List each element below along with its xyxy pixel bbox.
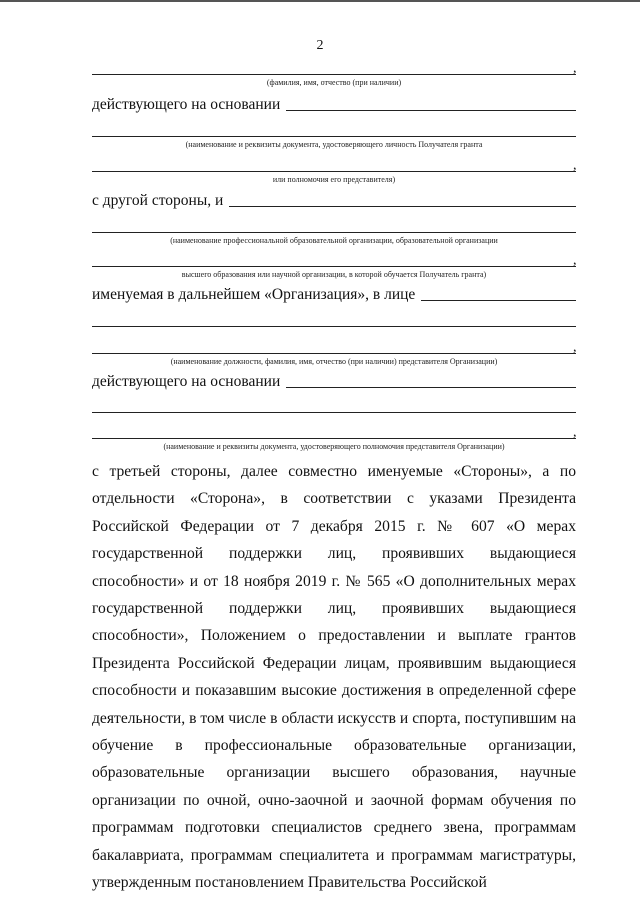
org-rep-blank-line-2	[92, 353, 576, 354]
org-rep-comma: ,	[573, 340, 577, 355]
other-side-row	[92, 192, 576, 210]
org-name-comma: ,	[573, 253, 577, 268]
org-name-blank-line-2	[92, 266, 576, 267]
rep-powers-blank-line	[92, 171, 576, 172]
org-powers-blank-line-1	[92, 412, 576, 413]
acting-basis-row-1	[92, 96, 576, 114]
org-name-caption-1: (наименование профессиональной образовательной организации, образовательной организации	[170, 236, 498, 245]
org-rep-caption: (наименование должности, фамилия, имя, отчество (при наличии) представителя Организации)	[170, 357, 498, 366]
identity-doc-caption: (наименование и реквизиты документа, удостоверяющего личность Получателя гранта	[185, 140, 483, 149]
hereinafter-org-blank	[421, 300, 576, 301]
fio-comma: ,	[573, 61, 577, 76]
rep-powers-comma: ,	[573, 158, 577, 173]
body-paragraph: с третьей стороны, далее совместно именуемые «Стороны», а по отдельности «Сторона», в соответствии с указами Президента Российской Федерации от 7 декабря 2015 г. № 607 «О мерах государственной поддержки лиц, проявивших выдающиеся способности» и от 18 ноября 2019 г. № 565 «О дополнительных мерах государственной поддержки лиц, проявивших выдающиеся способности», Положением о предоставлении и выплате грантов Президента Российской Федерации лицам, проявившим выдающиеся способности и показавшим высокие достижения в определенной сфере деятельности, в том числе в области искусств и спорта, поступившим на обучение в профессиональные образовательные организации, образовательные организации высшего образования, научные организации по очной, очно-заочной и заочной формам обучения по программам подготовки специалистов среднего звена, программам бакалавриата, программам специалитета и программам магистратуры, утвержденным постановлением Правительства Российской	[92, 463, 576, 892]
fio-blank-line	[92, 74, 576, 75]
acting-basis-row-2	[92, 373, 576, 391]
rep-powers-caption: или полномочия его представителя)	[272, 175, 396, 184]
org-name-blank-line-1	[92, 232, 576, 233]
acting-basis-label-2: действующего на основании	[92, 373, 281, 390]
fio-caption: (фамилия, имя, отчество (при наличии)	[266, 78, 402, 87]
org-powers-caption: (наименование и реквизиты документа, удостоверяющего полномочия представителя Организации)	[163, 442, 505, 451]
other-side-blank	[229, 206, 576, 207]
acting-basis-blank-2	[286, 387, 576, 388]
org-powers-blank-line-2	[92, 438, 576, 439]
hereinafter-org-row	[92, 286, 576, 304]
org-rep-blank-line-1	[92, 326, 576, 327]
page-number: 2	[316, 38, 324, 53]
org-name-caption-2: высшего образования или научной организации, в которой обучается Получатель гранта)	[181, 270, 487, 279]
identity-doc-blank-line	[92, 136, 576, 137]
org-powers-comma: ,	[573, 425, 577, 440]
top-border-line	[0, 0, 640, 2]
hereinafter-org-label: именуемая в дальнейшем «Организация», в лице	[92, 286, 416, 303]
acting-basis-label-1: действующего на основании	[92, 96, 281, 113]
acting-basis-blank-1	[286, 110, 576, 111]
other-side-label: с другой стороны, и	[92, 192, 224, 209]
